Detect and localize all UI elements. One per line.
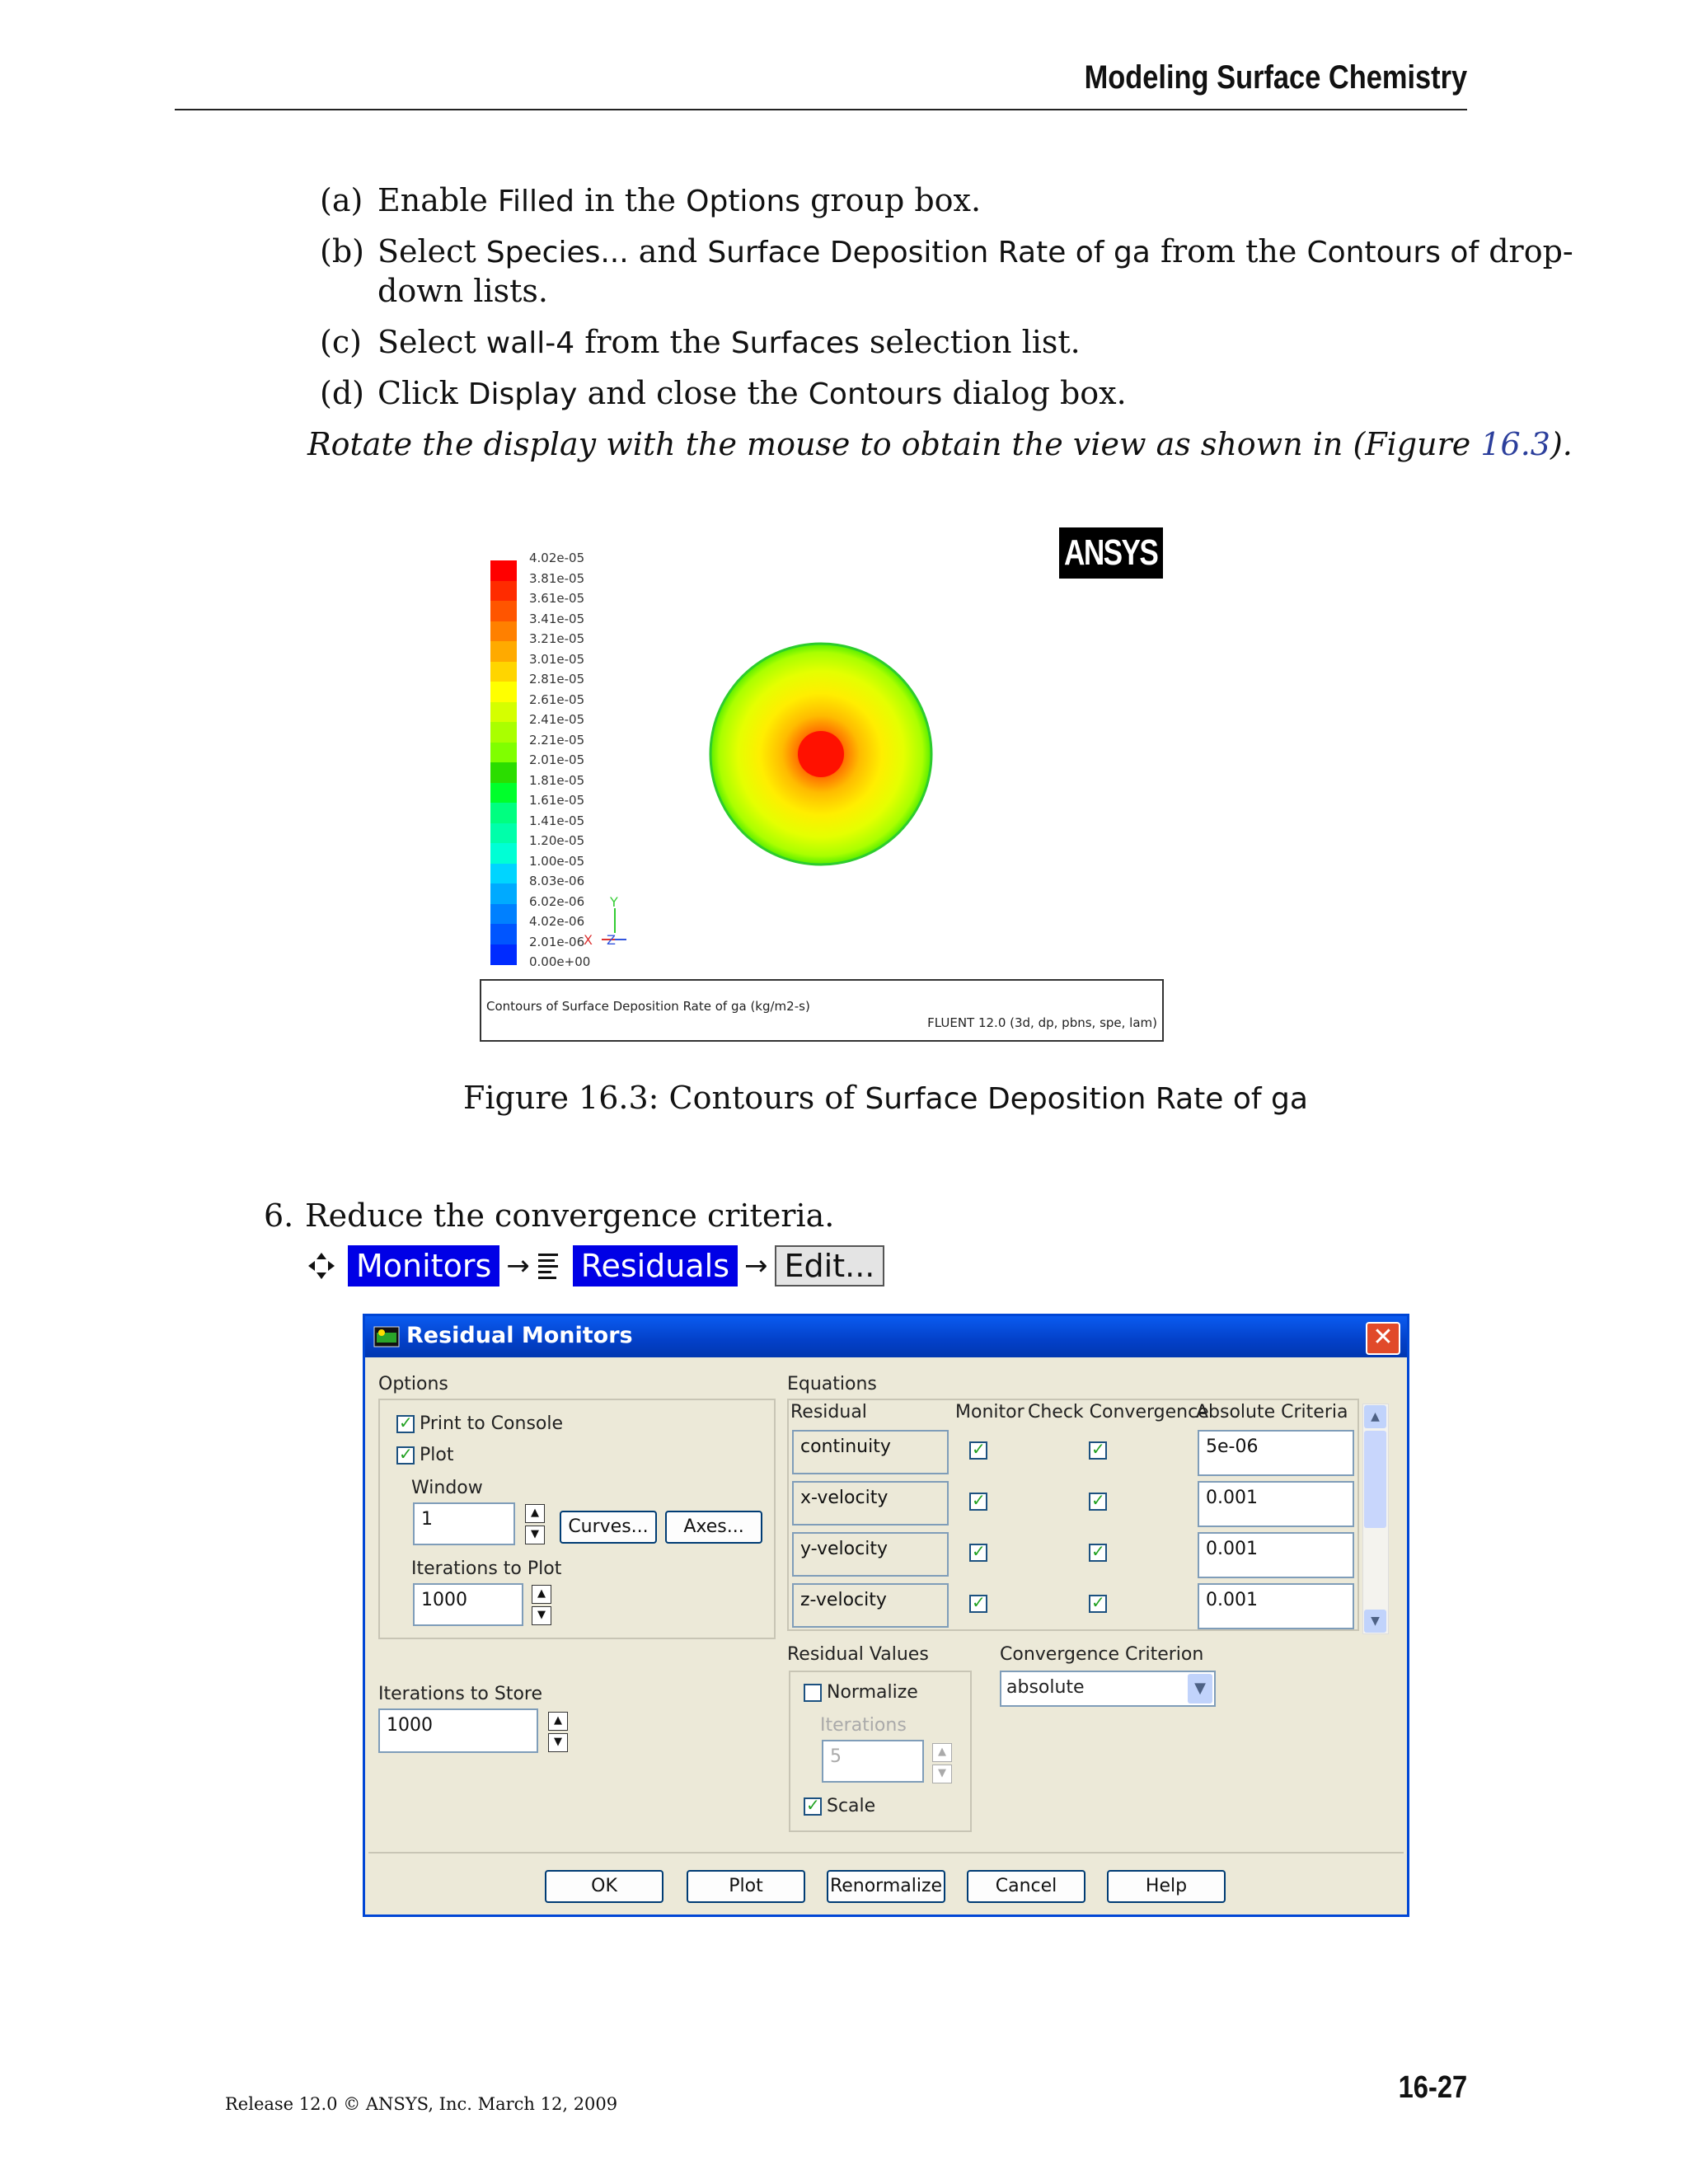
iterations-to-plot-label: Iterations to Plot	[411, 1558, 562, 1579]
window-input[interactable]: 1	[413, 1502, 515, 1545]
absolute-criteria-z-velocity[interactable]: 0.001	[1198, 1583, 1354, 1629]
step-6: 6. Reduce the convergence criteria.	[264, 1195, 834, 1236]
absolute-criteria-continuity[interactable]: 5e-06	[1198, 1430, 1354, 1476]
residual-values-label: Residual Values	[787, 1644, 929, 1665]
arrow-icon: →	[506, 1249, 530, 1282]
residual-name-continuity: continuity	[792, 1430, 949, 1474]
axes-button[interactable]: Axes...	[665, 1511, 762, 1544]
iterations-to-store-label: Iterations to Store	[378, 1684, 542, 1704]
scroll-thumb[interactable]	[1364, 1431, 1386, 1528]
monitors-link[interactable]: Monitors	[348, 1245, 499, 1286]
col-monitor: Monitor	[955, 1402, 1025, 1422]
residual-name-z-velocity: z-velocity	[792, 1583, 949, 1628]
spin-down-icon[interactable]: ▼	[525, 1526, 545, 1544]
figure-caption-box	[480, 979, 1164, 1042]
residual-name-x-velocity: x-velocity	[792, 1481, 949, 1526]
axis-x-label: X	[584, 932, 593, 948]
residuals-icon	[537, 1252, 561, 1280]
figure-caption-left: Contours of Surface Deposition Rate of ga (kg/m2-s)	[486, 999, 810, 1014]
scroll-up-icon[interactable]: ▲	[1364, 1405, 1386, 1428]
close-button[interactable]: ✕	[1366, 1322, 1400, 1355]
arrow-icon: →	[744, 1249, 768, 1282]
button-separator	[368, 1852, 1404, 1854]
chevron-down-icon[interactable]: ▼	[1188, 1674, 1212, 1704]
step-d: (d) Click Display and close the Contours dialog box.	[320, 373, 1127, 415]
monitor-checkbox-continuity[interactable]	[969, 1441, 987, 1460]
cancel-button[interactable]: Cancel	[967, 1870, 1085, 1903]
edit-button[interactable]: Edit...	[775, 1245, 885, 1286]
iterations-to-store-spinner[interactable]	[548, 1712, 568, 1751]
colorbar-label: 3.81e-05	[529, 570, 585, 586]
header-rule	[175, 109, 1467, 110]
convergence-criterion-label: Convergence Criterion	[1000, 1644, 1204, 1665]
colorbar-label: 4.02e-05	[529, 551, 585, 565]
absolute-criteria-y-velocity[interactable]: 0.001	[1198, 1532, 1354, 1578]
step-b-continued: down lists.	[377, 273, 548, 309]
step-label: (c)	[320, 324, 362, 360]
colorbar-label: 2.01e-06	[529, 934, 585, 949]
step-b: (b) Select Species... and Surface Deposition Rate of ga from the Contours of drop-	[320, 231, 1573, 274]
fluent-app-icon	[373, 1326, 400, 1347]
scroll-down-icon[interactable]: ▼	[1364, 1610, 1386, 1633]
check-convergence-checkbox-continuity[interactable]	[1089, 1441, 1107, 1460]
iterations-to-store-input[interactable]: 1000	[378, 1708, 538, 1753]
colorbar-label: 1.61e-05	[529, 793, 585, 808]
colorbar-label: 2.41e-05	[529, 712, 585, 727]
col-absolute-criteria: Absolute Criteria	[1196, 1402, 1348, 1422]
axis-z-label: Z	[607, 932, 616, 948]
spin-down-icon[interactable]: ▼	[932, 1765, 952, 1783]
colorbar-label: 1.00e-05	[529, 853, 585, 869]
monitor-checkbox-x-velocity[interactable]	[969, 1493, 987, 1511]
check-convergence-checkbox-x-velocity[interactable]	[1089, 1493, 1107, 1511]
page-header-title: Modeling Surface Chemistry	[1084, 59, 1467, 96]
breadcrumb	[307, 1244, 884, 1287]
colorbar-label: 3.41e-05	[529, 611, 585, 626]
residual-name-y-velocity: y-velocity	[792, 1532, 949, 1577]
colorbar-label: 1.20e-05	[529, 833, 585, 848]
colorbar-label: 4.02e-06	[529, 914, 585, 929]
help-button[interactable]: Help	[1107, 1870, 1226, 1903]
colorbar-label: 1.81e-05	[529, 772, 585, 788]
step-label: (d)	[320, 375, 364, 411]
plot-button[interactable]: Plot	[687, 1870, 805, 1903]
window-label: Window	[411, 1478, 483, 1498]
colorbar-label: 2.21e-05	[529, 732, 585, 748]
scale-checkbox[interactable]	[804, 1797, 822, 1816]
scale-label: Scale	[827, 1796, 876, 1816]
step-label: (a)	[320, 182, 363, 218]
spin-up-icon[interactable]: ▲	[525, 1504, 545, 1523]
col-residual: Residual	[790, 1402, 867, 1422]
check-convergence-checkbox-z-velocity[interactable]	[1089, 1595, 1107, 1613]
ansys-logo: ANSYS	[1059, 527, 1163, 579]
check-convergence-checkbox-y-velocity[interactable]	[1089, 1544, 1107, 1562]
dialog-title: Residual Monitors	[406, 1323, 633, 1348]
residual-monitors-dialog	[363, 1314, 1409, 1917]
step-label: 6.	[264, 1197, 294, 1234]
colorbar-label: 8.03e-06	[529, 874, 585, 888]
renormalize-button[interactable]: Renormalize	[827, 1870, 945, 1903]
contour-figure	[478, 519, 1162, 1055]
contour-plot	[478, 519, 1162, 981]
axis-y-label: Y	[610, 894, 618, 910]
spin-up-icon[interactable]: ▲	[532, 1585, 551, 1604]
spin-down-icon[interactable]: ▼	[548, 1733, 568, 1752]
step-label: (b)	[320, 233, 364, 269]
ok-button[interactable]: OK	[545, 1870, 663, 1903]
equations-label: Equations	[787, 1374, 877, 1394]
iterations-input[interactable]: 5	[822, 1740, 924, 1783]
step-a: (a) Enable Filled in the Options group box.	[320, 180, 981, 223]
iterations-to-plot-spinner[interactable]	[532, 1585, 551, 1624]
residuals-link[interactable]: Residuals	[573, 1245, 738, 1286]
figure-caption-right: FLUENT 12.0 (3d, dp, pbns, spe, lam)	[927, 1015, 1157, 1030]
deposition-peak	[798, 731, 844, 777]
rotate-note: Rotate the display with the mouse to obtain the view as shown in (Figure 16.3).	[307, 426, 1573, 462]
colorbar-label: 6.02e-06	[529, 893, 585, 909]
spin-up-icon[interactable]: ▲	[932, 1743, 952, 1762]
colorbar-label: 3.61e-05	[529, 591, 585, 606]
colorbar-label: 0.00e+00	[529, 954, 591, 969]
spin-down-icon[interactable]: ▼	[532, 1606, 551, 1625]
plot-label: Plot	[420, 1445, 454, 1465]
spin-up-icon[interactable]: ▲	[548, 1712, 568, 1731]
window-spinner[interactable]	[525, 1504, 545, 1544]
figure-ref-link[interactable]: 16.3	[1480, 426, 1550, 462]
plot-checkbox[interactable]	[396, 1446, 415, 1465]
options-label: Options	[378, 1374, 448, 1394]
iterations-to-plot-input[interactable]: 1000	[413, 1583, 523, 1626]
step-c: (c) Select wall-4 from the Surfaces selection list.	[320, 321, 1081, 364]
colorbar-label: 3.21e-05	[529, 631, 585, 646]
monitors-icon	[307, 1251, 336, 1281]
equations-scrollbar[interactable]	[1362, 1404, 1389, 1634]
normalize-checkbox[interactable]	[804, 1684, 822, 1702]
colorbar-label: 2.61e-05	[529, 691, 585, 707]
print-to-console-checkbox[interactable]	[396, 1415, 415, 1433]
colorbar-label: 2.81e-05	[529, 672, 585, 687]
convergence-criterion-select[interactable]: absolute ▼	[1000, 1671, 1216, 1707]
figure-caption: Figure 16.3: Contours of Surface Deposition Rate of ga	[463, 1080, 1308, 1116]
colorbar-label: 1.41e-05	[529, 813, 585, 828]
monitor-checkbox-z-velocity[interactable]	[969, 1595, 987, 1613]
normalize-label: Normalize	[827, 1682, 918, 1703]
footer-release: Release 12.0 © ANSYS, Inc. March 12, 2009	[225, 2094, 618, 2114]
col-check-convergence: Check Convergence	[1028, 1402, 1209, 1422]
print-to-console-label: Print to Console	[420, 1413, 564, 1434]
dialog-titlebar[interactable]	[365, 1316, 1407, 1357]
iterations-spinner[interactable]	[932, 1743, 952, 1783]
monitor-checkbox-y-velocity[interactable]	[969, 1544, 987, 1562]
curves-button[interactable]: Curves...	[560, 1511, 657, 1544]
colorbar-label: 3.01e-05	[529, 651, 585, 667]
iterations-label: Iterations	[820, 1715, 907, 1736]
page-number: 16-27	[1398, 2070, 1467, 2105]
absolute-criteria-x-velocity[interactable]: 0.001	[1198, 1481, 1354, 1527]
colorbar-label: 2.01e-05	[529, 752, 585, 767]
